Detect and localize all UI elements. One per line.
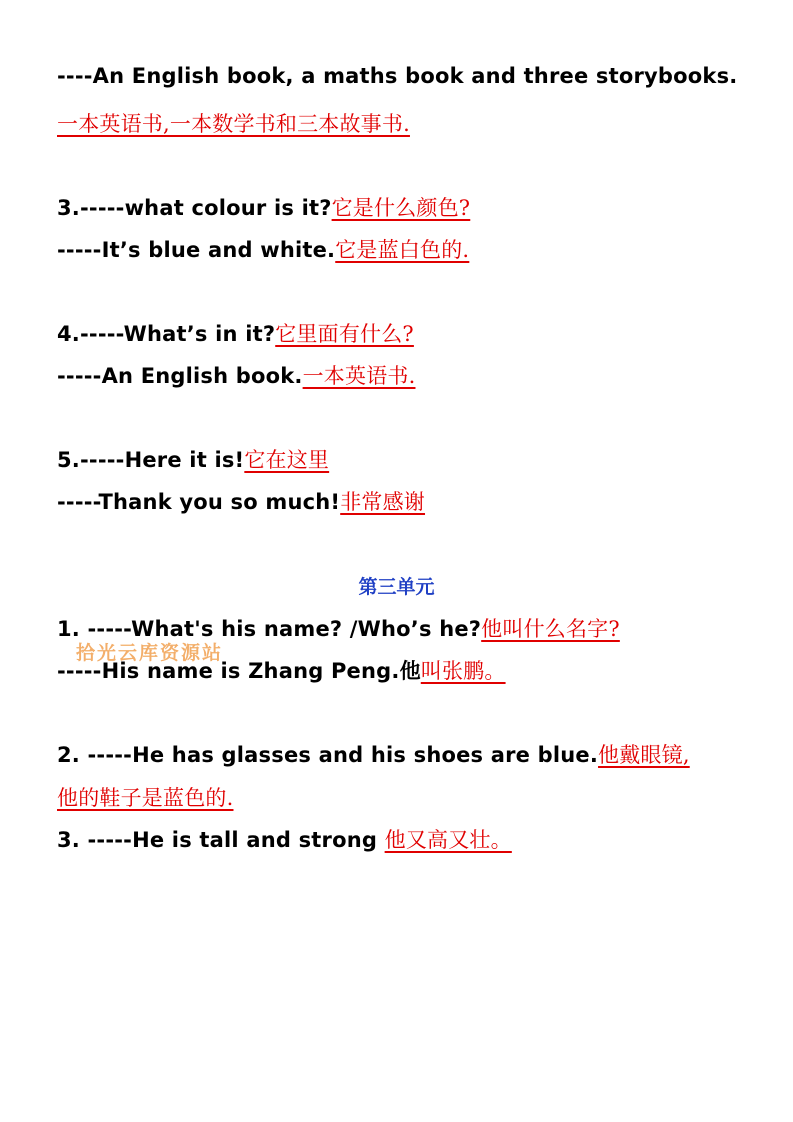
- english-text: ----An English book, a maths book and three storybooks.: [57, 64, 738, 88]
- english-text: 2. -----He has glasses and his shoes are blue.: [57, 743, 599, 767]
- english-text: 3. -----He is tall and strong: [57, 828, 385, 852]
- line-11: [57, 739, 690, 769]
- chinese-translation: 它是蓝白色的.: [335, 238, 470, 262]
- line-8: [57, 486, 425, 516]
- watermark: 拾光云库资源站: [76, 642, 224, 664]
- chinese-translation: 他叫什么名字?: [481, 617, 620, 641]
- line-2: [57, 108, 410, 138]
- chinese-translation: 一本英语书,一本数学书和三本故事书.: [57, 112, 410, 136]
- line-7: [57, 444, 329, 474]
- chinese-translation: 非常感谢: [340, 490, 426, 514]
- english-text: 1. -----What's his name? /Who’s he?: [57, 617, 482, 641]
- english-text: -----Thank you so much!: [57, 490, 341, 514]
- chinese-translation: 他又高又壮。: [384, 828, 512, 852]
- line-1: [57, 64, 737, 88]
- chinese-translation: 它是什么颜色?: [331, 196, 471, 220]
- english-text: 3.-----what colour is it?: [57, 196, 332, 220]
- english-text: 5.-----Here it is!: [57, 448, 245, 472]
- english-text: 4.-----What’s in it?: [57, 322, 276, 346]
- line-3: [57, 192, 470, 222]
- line-12: [57, 782, 233, 812]
- chinese-translation: 他的鞋子是蓝色的.: [57, 786, 234, 810]
- chinese-translation: 它在这里: [244, 448, 330, 472]
- line-5: [57, 318, 414, 348]
- english-text: -----It’s blue and white.: [57, 238, 336, 262]
- unit-heading: 第三单元: [358, 576, 435, 598]
- chinese-translation: 他戴眼镜,: [598, 743, 690, 767]
- chinese-translation: 叫张鹏。: [420, 659, 506, 683]
- line-4: [57, 234, 469, 264]
- english-text: -----His name is Zhang Peng.他: [57, 659, 421, 683]
- line-13: [57, 824, 512, 854]
- english-text: -----An English book.: [57, 364, 303, 388]
- chinese-translation: 它里面有什么?: [275, 322, 414, 346]
- line-10: [57, 655, 506, 685]
- line-6: [57, 360, 415, 390]
- chinese-translation: 一本英语书.: [302, 364, 416, 388]
